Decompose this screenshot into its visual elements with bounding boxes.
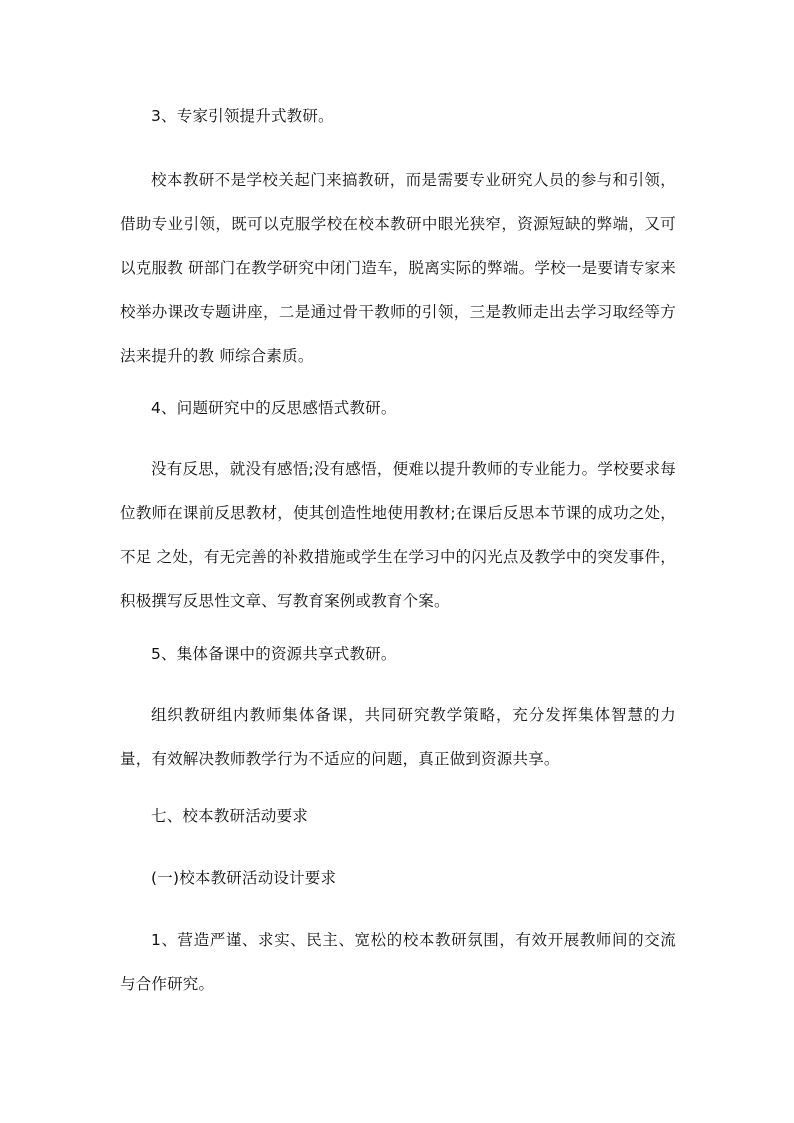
paragraph-expert-guidance: 校本教研不是学校关起门来搞教研，而是需要专业研究人员的参与和引领，借助专业引领，既可以克服学校在校本教研中眼光狭窄，资源短缺的弊端，又可以克服教 研部门在教学研究中闭门造车，脱离实际的弊端。学校一是要请专家来校举办课改专题讲座，二是通过骨干教师的引领，三是教师走出去学习取经等方法来提升的教 师综合素质。	[120, 171, 676, 365]
heading-resource-sharing: 5、集体备课中的资源共享式教研。	[151, 645, 397, 663]
subsection-heading-design: (一)校本教研活动设计要求	[151, 869, 337, 887]
paragraph-atmosphere: 1、营造严谨、求实、民主、宽松的校本教研氛围，有效开展教师间的交流与合作研究。	[120, 931, 676, 993]
paragraph-reflection: 没有反思，就没有感悟;没有感悟，便难以提升教师的专业能力。学校要求每位教师在课前反思教材，使其创造性地使用教材;在课后反思本节课的成功之处，不足 之处，有无完善的补救措施或学生在学习中的闪光点及教学中的突发事件，积极撰写反思性文章、写教育案例或教育个案。	[120, 460, 676, 610]
section-heading-requirements: 七、校本教研活动要求	[151, 807, 309, 825]
heading-reflection: 4、问题研究中的反思感悟式教研。	[151, 399, 397, 417]
heading-expert-guidance: 3、专家引领提升式教研。	[151, 107, 334, 125]
paragraph-resource-sharing: 组织教研组内教师集体备课，共同研究教学策略，充分发挥集体智慧的力量，有效解决教师教学行为不适应的问题，真正做到资源共享。	[120, 706, 676, 768]
